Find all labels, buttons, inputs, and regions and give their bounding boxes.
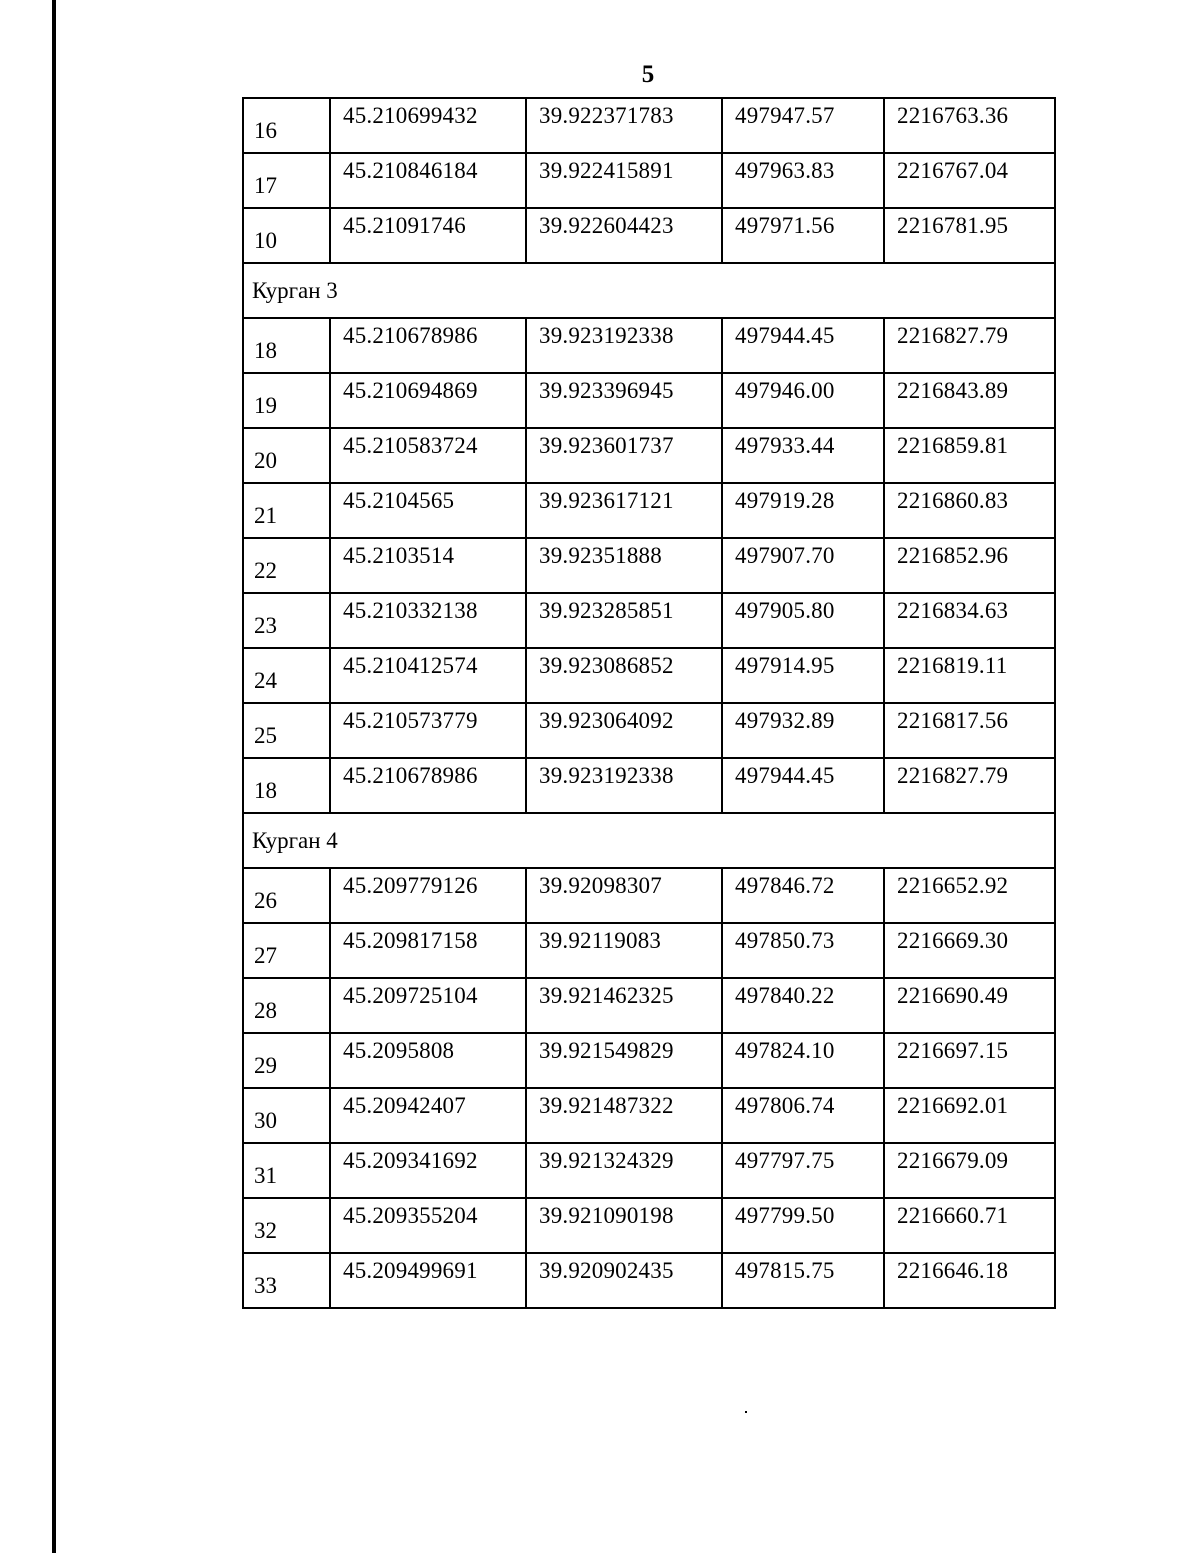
table-row	[243, 1033, 1055, 1088]
y-coordinate-cell: 2216817.56	[884, 703, 1055, 758]
longitude-cell: 39.923601737	[526, 428, 722, 483]
x-coordinate-cell: 497944.45	[722, 758, 884, 813]
y-coordinate-cell: 2216859.81	[884, 428, 1055, 483]
point-number-cell: 28	[243, 978, 330, 1033]
longitude-cell: 39.923192338	[526, 758, 722, 813]
scan-speck	[745, 1411, 747, 1413]
point-number-cell: 19	[243, 373, 330, 428]
latitude-cell: 45.209779126	[330, 868, 526, 923]
latitude-cell: 45.210678986	[330, 758, 526, 813]
x-coordinate-cell: 497971.56	[722, 208, 884, 263]
x-coordinate-cell: 497947.57	[722, 98, 884, 153]
y-coordinate-cell: 2216679.09	[884, 1143, 1055, 1198]
coordinates-table-body	[243, 98, 1055, 1308]
page-binding-line	[52, 0, 56, 1553]
y-coordinate-cell: 2216819.11	[884, 648, 1055, 703]
x-coordinate-cell: 497840.22	[722, 978, 884, 1033]
point-number-cell: 17	[243, 153, 330, 208]
point-number-cell: 27	[243, 923, 330, 978]
y-coordinate-cell: 2216767.04	[884, 153, 1055, 208]
longitude-cell: 39.923192338	[526, 318, 722, 373]
latitude-cell: 45.2104565	[330, 483, 526, 538]
latitude-cell: 45.209725104	[330, 978, 526, 1033]
latitude-cell: 45.2095808	[330, 1033, 526, 1088]
longitude-cell: 39.923064092	[526, 703, 722, 758]
table-row	[243, 868, 1055, 923]
longitude-cell: 39.923396945	[526, 373, 722, 428]
table-row	[243, 483, 1055, 538]
y-coordinate-cell: 2216834.63	[884, 593, 1055, 648]
table-row	[243, 703, 1055, 758]
table-row	[243, 1198, 1055, 1253]
x-coordinate-cell: 497932.89	[722, 703, 884, 758]
section-label: Курган 4	[243, 813, 1055, 868]
latitude-cell: 45.210332138	[330, 593, 526, 648]
latitude-cell: 45.210573779	[330, 703, 526, 758]
y-coordinate-cell: 2216843.89	[884, 373, 1055, 428]
longitude-cell: 39.921090198	[526, 1198, 722, 1253]
x-coordinate-cell: 497914.95	[722, 648, 884, 703]
longitude-cell: 39.922371783	[526, 98, 722, 153]
table-row	[243, 98, 1055, 153]
point-number-cell: 29	[243, 1033, 330, 1088]
longitude-cell: 39.923285851	[526, 593, 722, 648]
table-row	[243, 648, 1055, 703]
table-row	[243, 153, 1055, 208]
y-coordinate-cell: 2216652.92	[884, 868, 1055, 923]
latitude-cell: 45.209499691	[330, 1253, 526, 1308]
x-coordinate-cell: 497919.28	[722, 483, 884, 538]
latitude-cell: 45.210583724	[330, 428, 526, 483]
longitude-cell: 39.922415891	[526, 153, 722, 208]
table-row	[243, 978, 1055, 1033]
longitude-cell: 39.920902435	[526, 1253, 722, 1308]
point-number-cell: 32	[243, 1198, 330, 1253]
y-coordinate-cell: 2216646.18	[884, 1253, 1055, 1308]
point-number-cell: 23	[243, 593, 330, 648]
section-header-row	[243, 813, 1055, 868]
y-coordinate-cell: 2216692.01	[884, 1088, 1055, 1143]
point-number-cell: 18	[243, 758, 330, 813]
section-header-row	[243, 263, 1055, 318]
longitude-cell: 39.923617121	[526, 483, 722, 538]
point-number-cell: 21	[243, 483, 330, 538]
x-coordinate-cell: 497824.10	[722, 1033, 884, 1088]
y-coordinate-cell: 2216852.96	[884, 538, 1055, 593]
x-coordinate-cell: 497797.75	[722, 1143, 884, 1198]
x-coordinate-cell: 497846.72	[722, 868, 884, 923]
latitude-cell: 45.210699432	[330, 98, 526, 153]
x-coordinate-cell: 497946.00	[722, 373, 884, 428]
table-row	[243, 1088, 1055, 1143]
x-coordinate-cell: 497806.74	[722, 1088, 884, 1143]
x-coordinate-cell: 497850.73	[722, 923, 884, 978]
x-coordinate-cell: 497907.70	[722, 538, 884, 593]
table-row	[243, 318, 1055, 373]
latitude-cell: 45.21091746	[330, 208, 526, 263]
x-coordinate-cell: 497905.80	[722, 593, 884, 648]
x-coordinate-cell: 497799.50	[722, 1198, 884, 1253]
latitude-cell: 45.210846184	[330, 153, 526, 208]
longitude-cell: 39.92351888	[526, 538, 722, 593]
section-label: Курган 3	[243, 263, 1055, 318]
y-coordinate-cell: 2216669.30	[884, 923, 1055, 978]
latitude-cell: 45.209817158	[330, 923, 526, 978]
point-number-cell: 10	[243, 208, 330, 263]
x-coordinate-cell: 497963.83	[722, 153, 884, 208]
y-coordinate-cell: 2216763.36	[884, 98, 1055, 153]
point-number-cell: 33	[243, 1253, 330, 1308]
longitude-cell: 39.92098307	[526, 868, 722, 923]
y-coordinate-cell: 2216827.79	[884, 318, 1055, 373]
table-row	[243, 758, 1055, 813]
y-coordinate-cell: 2216690.49	[884, 978, 1055, 1033]
coordinates-table	[242, 97, 1056, 1309]
y-coordinate-cell: 2216660.71	[884, 1198, 1055, 1253]
point-number-cell: 24	[243, 648, 330, 703]
latitude-cell: 45.2103514	[330, 538, 526, 593]
table-row	[243, 428, 1055, 483]
table-row	[243, 373, 1055, 428]
latitude-cell: 45.210412574	[330, 648, 526, 703]
y-coordinate-cell: 2216781.95	[884, 208, 1055, 263]
table-row	[243, 538, 1055, 593]
point-number-cell: 25	[243, 703, 330, 758]
longitude-cell: 39.921462325	[526, 978, 722, 1033]
latitude-cell: 45.209355204	[330, 1198, 526, 1253]
longitude-cell: 39.921324329	[526, 1143, 722, 1198]
x-coordinate-cell: 497815.75	[722, 1253, 884, 1308]
longitude-cell: 39.921549829	[526, 1033, 722, 1088]
longitude-cell: 39.923086852	[526, 648, 722, 703]
table-row	[243, 923, 1055, 978]
x-coordinate-cell: 497944.45	[722, 318, 884, 373]
table-row	[243, 1143, 1055, 1198]
longitude-cell: 39.922604423	[526, 208, 722, 263]
point-number-cell: 18	[243, 318, 330, 373]
point-number-cell: 20	[243, 428, 330, 483]
point-number-cell: 31	[243, 1143, 330, 1198]
latitude-cell: 45.210678986	[330, 318, 526, 373]
latitude-cell: 45.209341692	[330, 1143, 526, 1198]
y-coordinate-cell: 2216827.79	[884, 758, 1055, 813]
table-row	[243, 593, 1055, 648]
longitude-cell: 39.92119083	[526, 923, 722, 978]
table-row	[243, 208, 1055, 263]
point-number-cell: 26	[243, 868, 330, 923]
point-number-cell: 22	[243, 538, 330, 593]
point-number-cell: 30	[243, 1088, 330, 1143]
page-number: 5	[641, 61, 655, 88]
point-number-cell: 16	[243, 98, 330, 153]
x-coordinate-cell: 497933.44	[722, 428, 884, 483]
y-coordinate-cell: 2216697.15	[884, 1033, 1055, 1088]
longitude-cell: 39.921487322	[526, 1088, 722, 1143]
y-coordinate-cell: 2216860.83	[884, 483, 1055, 538]
latitude-cell: 45.210694869	[330, 373, 526, 428]
table-row	[243, 1253, 1055, 1308]
latitude-cell: 45.20942407	[330, 1088, 526, 1143]
